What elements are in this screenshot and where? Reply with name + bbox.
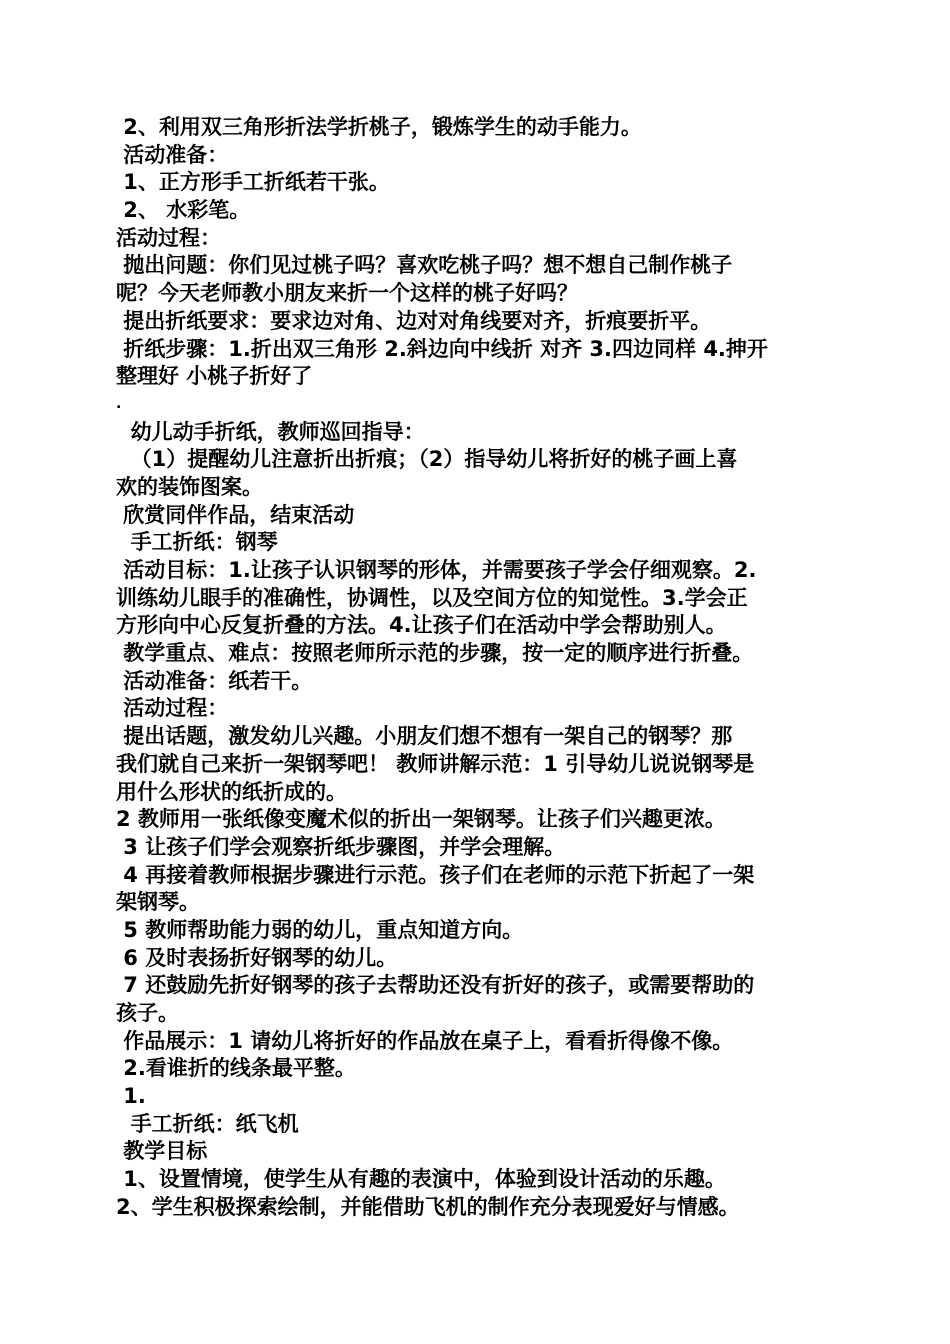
section-heading: 手工折纸：纸飞机 [116, 1111, 299, 1136]
text-line: 2 教师用一张纸像变魔术似的折出一架钢琴。让孩子们兴趣更浓。 [116, 807, 726, 832]
text-line: 6 及时表扬折好钢琴的幼儿。 [116, 945, 398, 970]
text-line: 架钢琴。 [116, 890, 200, 915]
text-line: 欣赏同伴作品，结束活动 [116, 502, 355, 527]
text-line: 折纸步骤：1.折出双三角形 2.斜边向中线折 对齐 3.四边同样 4.抻开 [116, 336, 768, 361]
text-line: 提出话题，激发幼儿兴趣。小朋友们想不想有一架自己的钢琴？那 [116, 724, 733, 749]
text-line: （1）提醒幼儿注意折出折痕；（2）指导幼儿将折好的桃子画上喜 [116, 447, 738, 472]
text-line: 孩子。 [116, 1001, 179, 1025]
section-heading: 活动过程： [116, 225, 221, 250]
text-line: 提出折纸要求：要求边对角、边对对角线要对齐，折痕要折平。 [116, 308, 712, 333]
section-heading: 活动过程： [116, 696, 229, 721]
text-line: 1. [116, 1084, 146, 1109]
text-line: 抛出问题：你们见过桃子吗？喜欢吃桃子吗？想不想自己制作桃子 [116, 253, 733, 278]
text-line: 7 还鼓励先折好钢琴的孩子去帮助还没有折好的孩子，或需要帮助的 [116, 973, 755, 998]
text-line: 作品展示：1 请幼儿将折好的作品放在桌子上，看看折得像不像。 [116, 1028, 734, 1053]
text-line: 3 让孩子们学会观察折纸步骤图，并学会理解。 [116, 834, 566, 859]
section-heading: 手工折纸：钢琴 [116, 530, 278, 555]
text-line: 2、学生积极探索绘制，并能借助飞机的制作充分表现爱好与情感。 [116, 1194, 740, 1219]
text-line: 2.看谁折的线条最平整。 [116, 1056, 356, 1081]
document-body [116, 114, 841, 1222]
text-line: 训练幼儿眼手的准确性，协调性，以及空间方位的知觉性。3.学会正 [116, 585, 748, 610]
text-line: 呢？今天老师教小朋友来折一个这样的桃子好吗？ [116, 281, 578, 306]
text-line: 欢的装饰图案。 [116, 474, 263, 499]
text-line: 2、利用双三角形折法学折桃子，锻炼学生的动手能力。 [116, 115, 642, 139]
text-line: 我们就自己来折一架钢琴吧！ 教师讲解示范：1 引导幼儿说说钢琴是 [116, 751, 755, 776]
text-line: 5 教师帮助能力弱的幼儿，重点知道方向。 [116, 917, 524, 942]
text-line: 1、设置情境，使学生从有趣的表演中，体验到设计活动的乐趣。 [116, 1167, 726, 1192]
text-line: 幼儿动手折纸，教师巡回指导： [116, 419, 425, 444]
text-line: 活动目标：1.让孩子认识钢琴的形体，并需要孩子学会仔细观察。2. [116, 558, 757, 582]
text-line: 整理好 小桃子折好了 [116, 364, 313, 389]
text-line: 方形向中心反复折叠的方法。4.让孩子们在活动中学会帮助别人。 [116, 613, 727, 638]
text-line: 2、 水彩笔。 [116, 198, 251, 223]
text-line: 4 再接着教师根据步骤进行示范。孩子们在老师的示范下折起了一架 [116, 862, 755, 887]
section-heading: 活动准备： [116, 142, 229, 167]
text-line: . [116, 395, 122, 412]
text-line: 活动准备：纸若干。 [116, 668, 313, 693]
section-heading: 教学目标 [116, 1139, 208, 1164]
text-line: 用什么形状的纸折成的。 [116, 779, 347, 804]
text-line: 1、正方形手工折纸若干张。 [116, 170, 390, 195]
text-line: 教学重点、难点：按照老师所示范的步骤，按一定的顺序进行折叠。 [116, 641, 754, 666]
